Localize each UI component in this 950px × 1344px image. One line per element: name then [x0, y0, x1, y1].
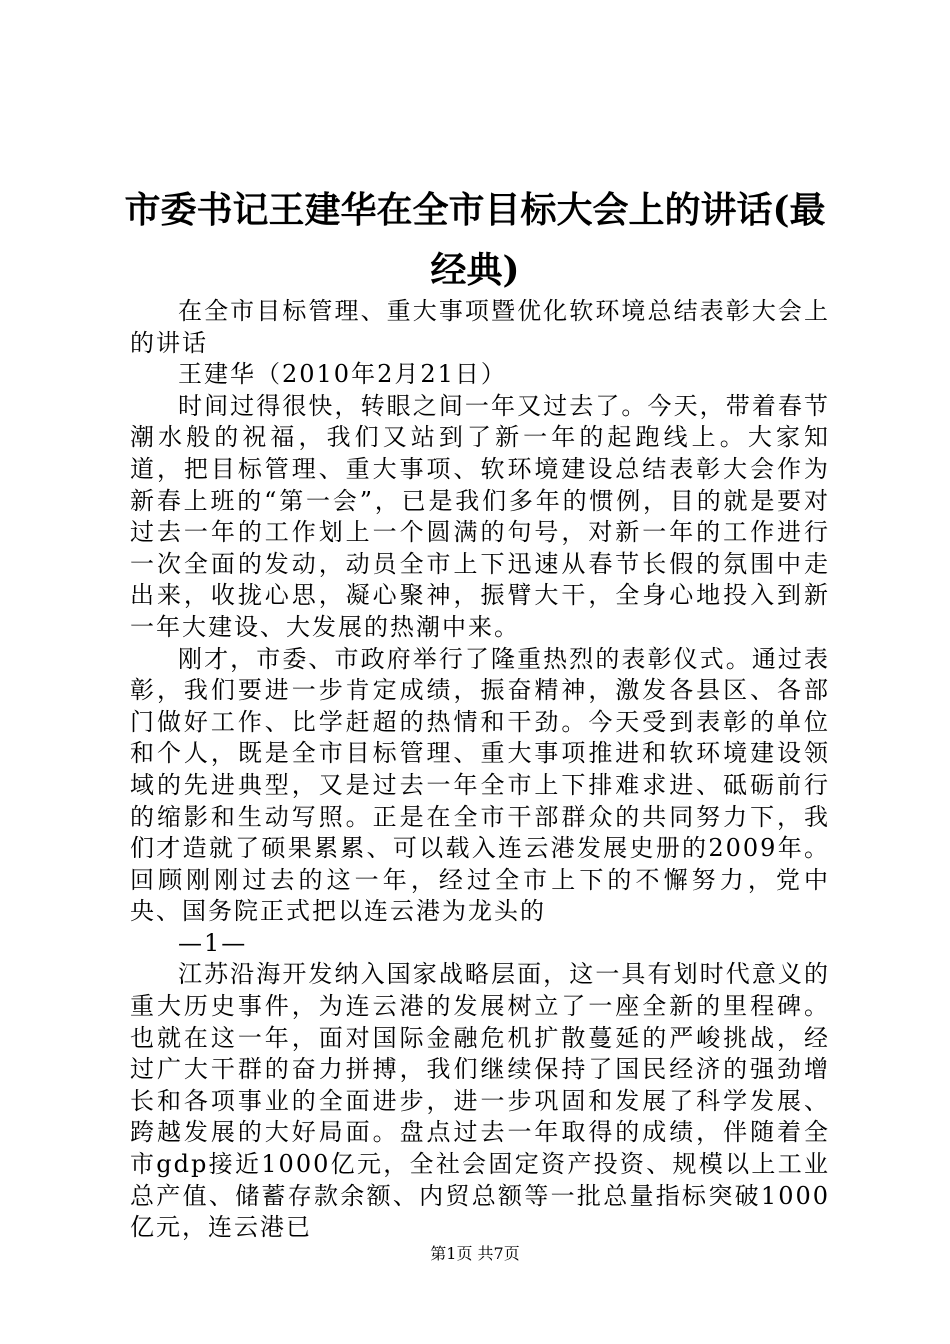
paragraph-subtitle: 在全市目标管理、重大事项暨优化软环境总结表彰大会上的讲话	[130, 297, 830, 357]
paragraph-author-date: 王建华（2010年2月21日）	[178, 360, 507, 389]
paragraph-1: 时间过得很快，转眼之间一年又过去了。今天，带着春节潮水般的祝福，我们又站到了新一年的起跑线上。大家知道，把目标管理、重大事项、软环境建设总结表彰大会作为新春上班的“第一会”，已是我们多年的惯例，目的就是要对过去一年的工作划上一个圆满的句号，对新一年的工作进行一次全面的发动，动员全市上下迅速从春节长假的氛围中走出来，收拢心思，凝心聚神，振臂大干，全身心地投入到新一年大建设、大发展的热潮中来。	[130, 391, 830, 641]
document-body	[130, 296, 830, 1244]
paragraph-3: 江苏沿海开发纳入国家战略层面，这一具有划时代意义的重大历史事件，为连云港的发展树立了一座全新的里程碑。也就在这一年，面对国际金融危机扩散蔓延的严峻挑战，经过广大干群的奋力拼搏，我们继续保持了国民经济的强劲增长和各项事业的全面进步，进一步巩固和发展了科学发展、跨越发展的大好局面。盘点过去一年取得的成绩，伴随着全市gdp接近1000亿元，全社会固定资产投资、规模以上工业总产值、储蓄存款余额、内贸总额等一批总量指标突破1000亿元，连云港已	[130, 960, 830, 1242]
paragraph-2: 刚才，市委、市政府举行了隆重热烈的表彰仪式。通过表彰，我们要进一步肯定成绩，振奋精神，激发各县区、各部门做好工作、比学赶超的热情和干劲。今天受到表彰的单位和个人，既是全市目标管理、重大事项推进和软环境建设领域的先进典型，又是过去一年全市上下排难求进、砥砺前行的缩影和生动写照。正是在全市干部群众的共同努力下，我们才造就了硕果累累、可以载入连云港发展史册的2009年。回顾刚刚过去的这一年，经过全市上下的不懈努力，党中央、国务院正式把以连云港为龙头的	[130, 644, 830, 926]
page-footer: 第1页 共7页	[430, 1244, 520, 1263]
page-marker: —1—	[178, 928, 248, 957]
document-title: 市委书记王建华在全市目标大会上的讲话(最经典)	[124, 189, 826, 291]
